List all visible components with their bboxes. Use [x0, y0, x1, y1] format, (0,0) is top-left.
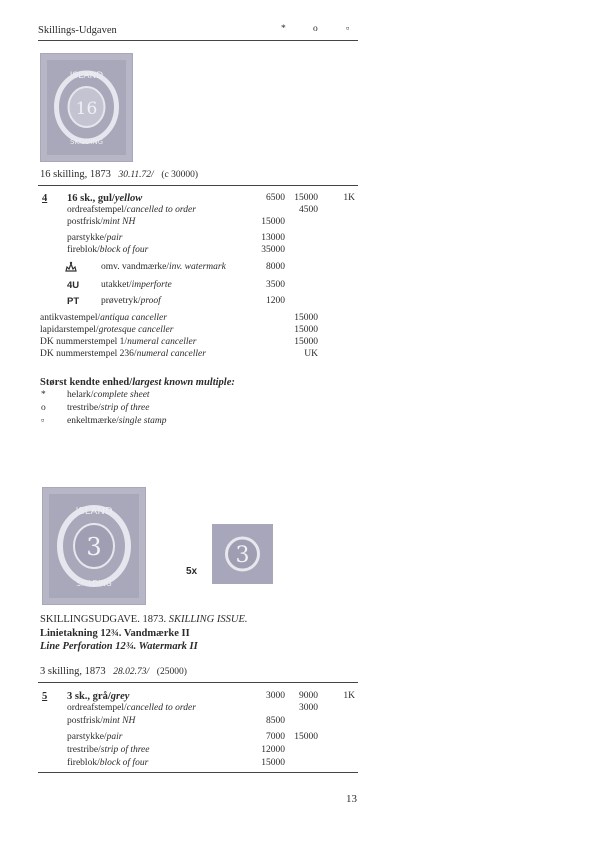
table2-row-5-label-en: block of four: [99, 758, 149, 768]
stamp1-bottom: SKILDING: [69, 138, 104, 146]
page-number: 13: [346, 793, 357, 805]
table1-row-0-price-mint: 6500: [266, 193, 285, 203]
variety-code-1: 4U: [67, 280, 80, 291]
table1-row-2-label: postfrisk/: [67, 217, 103, 227]
table1-row-4-price-mint: 35000: [261, 245, 285, 255]
table2-row-5-label: fireblok/: [67, 758, 100, 768]
table1-variety-0-label: omv. vandmærke/: [101, 262, 169, 272]
table1-cancel-3-label: DK nummerstempel 236/: [40, 349, 137, 359]
table1-row-3: [67, 233, 122, 243]
table1-row-4: [67, 245, 148, 255]
issue1-date: 30.11.72/: [118, 170, 154, 180]
table1-cancel-0-price: 15000: [294, 313, 318, 323]
table2-row-4: [67, 745, 150, 755]
table1-row-0-price-used: 15000: [294, 193, 318, 203]
stamp2-country: ISLAND: [75, 506, 113, 517]
stamp-image-16-skilling: [40, 53, 133, 162]
issue2-heading: [40, 614, 248, 625]
table1-cancel-2: [40, 337, 196, 347]
table1-row-1: [67, 205, 196, 215]
largest-multiple-heading-main: Størst kendte enhed/: [40, 377, 133, 388]
crown-watermark-icon: [64, 260, 78, 274]
table2-row-2-label-en: mint NH: [102, 716, 136, 726]
symbol-star: *: [281, 24, 286, 34]
table2-row-2-price-mint: 8500: [266, 716, 285, 726]
stamp1-country: ISLAND: [69, 71, 104, 81]
issue1-line: [40, 169, 198, 180]
table1-cancel-1-price: 15000: [294, 325, 318, 335]
zoom-value: 3: [235, 543, 250, 568]
table1-row-3-label-en: pair: [106, 233, 123, 243]
table1-cancel-2-label: DK nummerstempel 1/: [40, 337, 128, 347]
multiple-item-0-label-en: complete sheet: [93, 390, 150, 400]
issue2-qty: (25000): [156, 667, 187, 677]
table1-row-2: [67, 217, 135, 227]
table1-cancel-0-label-en: antiqua canceller: [100, 313, 167, 323]
table2-row-1: [67, 703, 196, 713]
table1-variety-2-price: 1200: [266, 296, 285, 306]
issue2-line: [40, 666, 187, 677]
table2-row-4-label-en: strip of three: [100, 745, 150, 755]
table1-row-0: [67, 193, 142, 204]
table2-row-4-label: trestribe/: [67, 745, 101, 755]
multiple-item-2-label-en: single stamp: [118, 416, 167, 426]
table2-row-3-price-used: 15000: [294, 732, 318, 742]
table1-variety-2: [101, 296, 161, 306]
multiple-item-1-label: trestribe/: [67, 403, 101, 413]
table1-row-3-price-mint: 13000: [261, 233, 285, 243]
issue1-qty: (c 30000): [161, 170, 198, 180]
largest-multiple-heading: [40, 377, 235, 388]
table2-row-3-label: parstykke/: [67, 732, 107, 742]
table1-cancel-3: [40, 349, 206, 359]
table2-row-0: [67, 691, 129, 702]
table1-cancel-3-price: UK: [304, 349, 318, 359]
table2-row-3: [67, 732, 122, 742]
table1-cancel-0: [40, 313, 167, 323]
table1-variety-1-label-en: imperforte: [131, 280, 172, 290]
issue2-date: 28.02.73/: [113, 667, 150, 677]
multiple-item-1-label-en: strip of three: [100, 403, 150, 413]
multiple-item-0-label: helark/: [67, 390, 94, 400]
variety-code-2: PT: [67, 296, 80, 307]
issue2-rule: [38, 682, 358, 683]
table1-variety-0-price: 8000: [266, 262, 285, 272]
symbol-circle: o: [313, 24, 318, 34]
multiple-item-2: [67, 416, 166, 426]
table2-row-1-label-en: cancelled to order: [126, 703, 196, 713]
multiple-symbol-0: *: [41, 390, 46, 400]
table1-row-1-label-en: cancelled to order: [126, 205, 196, 215]
table1-variety-1: [101, 280, 172, 290]
table2-row-0-label: 3 sk., grå/: [67, 691, 111, 702]
symbol-square: ▫: [346, 24, 350, 34]
table1-row-1-label: ordreafstempel/: [67, 205, 127, 215]
catalog-number-4: 4: [42, 193, 48, 204]
issue2-heading-en: SKILLING ISSUE.: [168, 614, 248, 625]
table2-row-2-label: postfrisk/: [67, 716, 103, 726]
table2-row-5: [67, 758, 148, 768]
table1-row-1-price-used: 4500: [299, 205, 318, 215]
bottom-rule: [38, 772, 358, 773]
table2-row-0-label-en: grey: [110, 691, 130, 702]
multiple-symbol-1: o: [41, 403, 46, 413]
multiple-item-2-label: enkeltmærke/: [67, 416, 119, 426]
stamp1-value: 16: [75, 99, 98, 119]
table2-row-1-label: ordreafstempel/: [67, 703, 127, 713]
stamp-zoom-detail: [212, 524, 273, 584]
issue2-perforation-da: Linietakning 12¾. Vandmærke II: [40, 628, 190, 639]
table2-row-2: [67, 716, 135, 726]
table2-row-0-price-used: 9000: [299, 691, 318, 701]
table1-variety-0: [101, 262, 226, 272]
issue2-perforation-en: Line Perforation 12¾. Watermark II: [40, 641, 198, 652]
table1-cancel-3-label-en: numeral canceller: [136, 349, 206, 359]
multiple-symbol-2: ▫: [41, 416, 45, 426]
multiple-item-0: [67, 390, 150, 400]
table1-cancel-2-price: 15000: [294, 337, 318, 347]
table1-row-2-label-en: mint NH: [102, 217, 136, 227]
table2-row-3-price-mint: 7000: [266, 732, 285, 742]
table1-row-0-label: 16 sk., gul/: [67, 193, 115, 204]
table2-row-3-label-en: pair: [106, 732, 123, 742]
table2-row-0-rarity: 1K: [343, 691, 355, 701]
table1-variety-1-price: 3500: [266, 280, 285, 290]
table1-row-4-label-en: block of four: [99, 245, 149, 255]
table2-row-1-price-used: 3000: [299, 703, 318, 713]
table1-cancel-0-label: antikvastempel/: [40, 313, 101, 323]
running-header: Skillings-Udgaven: [38, 25, 117, 36]
table1-variety-1-label: utakket/: [101, 280, 132, 290]
issue2-heading-da: SKILLINGSUDGAVE. 1873.: [40, 614, 167, 625]
stamp2-value: 3: [86, 533, 102, 561]
zoom-label: 5x: [186, 566, 198, 577]
table2-row-5-price-mint: 15000: [261, 758, 285, 768]
catalog-number-5: 5: [42, 691, 48, 702]
table2-row-4-price-mint: 12000: [261, 745, 285, 755]
multiple-item-1: [67, 403, 150, 413]
stamp-image-3-skilling: [42, 487, 146, 605]
table1-cancel-1-label: lapidarstempel/: [40, 325, 99, 335]
largest-multiple-heading-en: largest known multiple:: [132, 377, 235, 388]
table1-row-2-price-mint: 15000: [261, 217, 285, 227]
table1-row-0-rarity: 1K: [343, 193, 355, 203]
issue1-title: 16 skilling, 1873: [40, 169, 111, 180]
table1-row-3-label: parstykke/: [67, 233, 107, 243]
table1-variety-2-label-en: proof: [140, 296, 161, 306]
table1-variety-2-label: prøvetryk/: [101, 296, 141, 306]
table1-row-0-label-en: yellow: [114, 193, 143, 204]
table1-cancel-2-label-en: numeral canceller: [127, 337, 197, 347]
header-rule: [38, 40, 358, 41]
table1-cancel-1-label-en: grotesque canceller: [98, 325, 174, 335]
table1-variety-0-label-en: inv. watermark: [168, 262, 226, 272]
table1-cancel-1: [40, 325, 173, 335]
issue1-rule: [38, 185, 358, 186]
issue2-title: 3 skilling, 1873: [40, 666, 106, 677]
stamp2-bottom: SKILDING: [76, 579, 112, 588]
table1-row-4-label: fireblok/: [67, 245, 100, 255]
table2-row-0-price-mint: 3000: [266, 691, 285, 701]
